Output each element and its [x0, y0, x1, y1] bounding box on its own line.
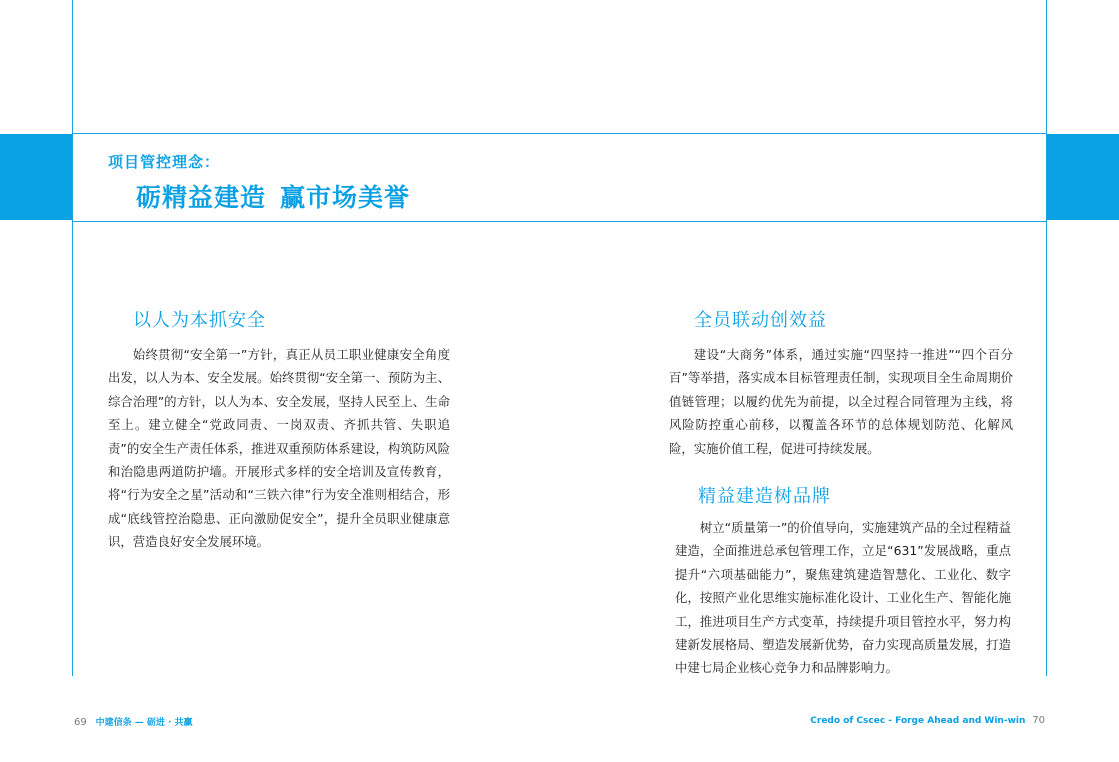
right-frame-line [1046, 0, 1047, 676]
footer-right-text: Credo of Cscec - Forge Ahead and Win-win [810, 716, 1026, 726]
footer-left-text: 中建信条 — 砺进 · 共赢 [95, 718, 193, 728]
section-title-safety: 以人为本抓安全 [133, 310, 266, 331]
right-color-band [1047, 134, 1119, 220]
right-page-number: 70 [1032, 715, 1045, 726]
left-frame-line [72, 0, 73, 676]
section-body-safety: 始终贯彻“安全第一”方针，真正从员工职业健康安全角度出发，以人为本、安全发展。始终贯彻“安全第一、预防为主、综合治理”的方针，以人为本、安全发展，坚持人民至上、生命至上。建立健全“党政同责、一岗双责、齐抓共管、失职追责”的安全生产责任体系，推进双重预防体系建设，构筑防风险和治隐患两道防护墙。开展形式多样的安全培训及宣传教育，将“行为安全之星”活动和“三铁六律”行为安全准则相结合，形成“底线管控治隐患、正向激励促安全”，提升全员职业健康意识，营造良好安全发展环境。 [108, 347, 450, 550]
section-title-brand: 精益建造树品牌 [698, 486, 831, 507]
headline-part-1: 砺精益建造 [136, 183, 267, 212]
headline-part-2: 赢市场美誉 [280, 183, 411, 212]
section-body-brand: 树立“质量第一”的价值导向，实施建筑产品的全过程精益建造，全面推进总承包管理工作，立足“631”发展战略，重点提升“六项基础能力”，聚焦建筑建造智慧化、工业化、数字化，按照产业化思维实施标准化设计、工业化生产、智能化施工，推进项目生产方式变革，持续提升项目管控水平，努力构建新发展格局、塑造发展新优势，奋力实现高质量发展，打造中建七局企业核心竞争力和品牌影响力。 [675, 520, 1011, 676]
section-kicker: 项目管控理念： [108, 153, 221, 171]
page-headline [136, 178, 410, 214]
left-page-number: 69 [74, 717, 87, 728]
header-top-rule [72, 133, 1047, 134]
left-color-band [0, 134, 72, 220]
footer-left [74, 715, 193, 728]
header-bottom-rule [72, 221, 1047, 222]
section-title-benefit: 全员联动创效益 [694, 310, 827, 331]
section-body-benefit: 建设“大商务”体系，通过实施“四坚持一推进”“四个百分百”等举措，落实成本目标管理责任制，实现项目全生命周期价值链管理；以履约优先为前提，以全过程合同管理为主线，将风险防控重心前移，以覆盖各环节的总体规划防范、化解风险，实施价值工程，促进可持续发展。 [669, 347, 1013, 456]
footer-right [810, 715, 1045, 726]
